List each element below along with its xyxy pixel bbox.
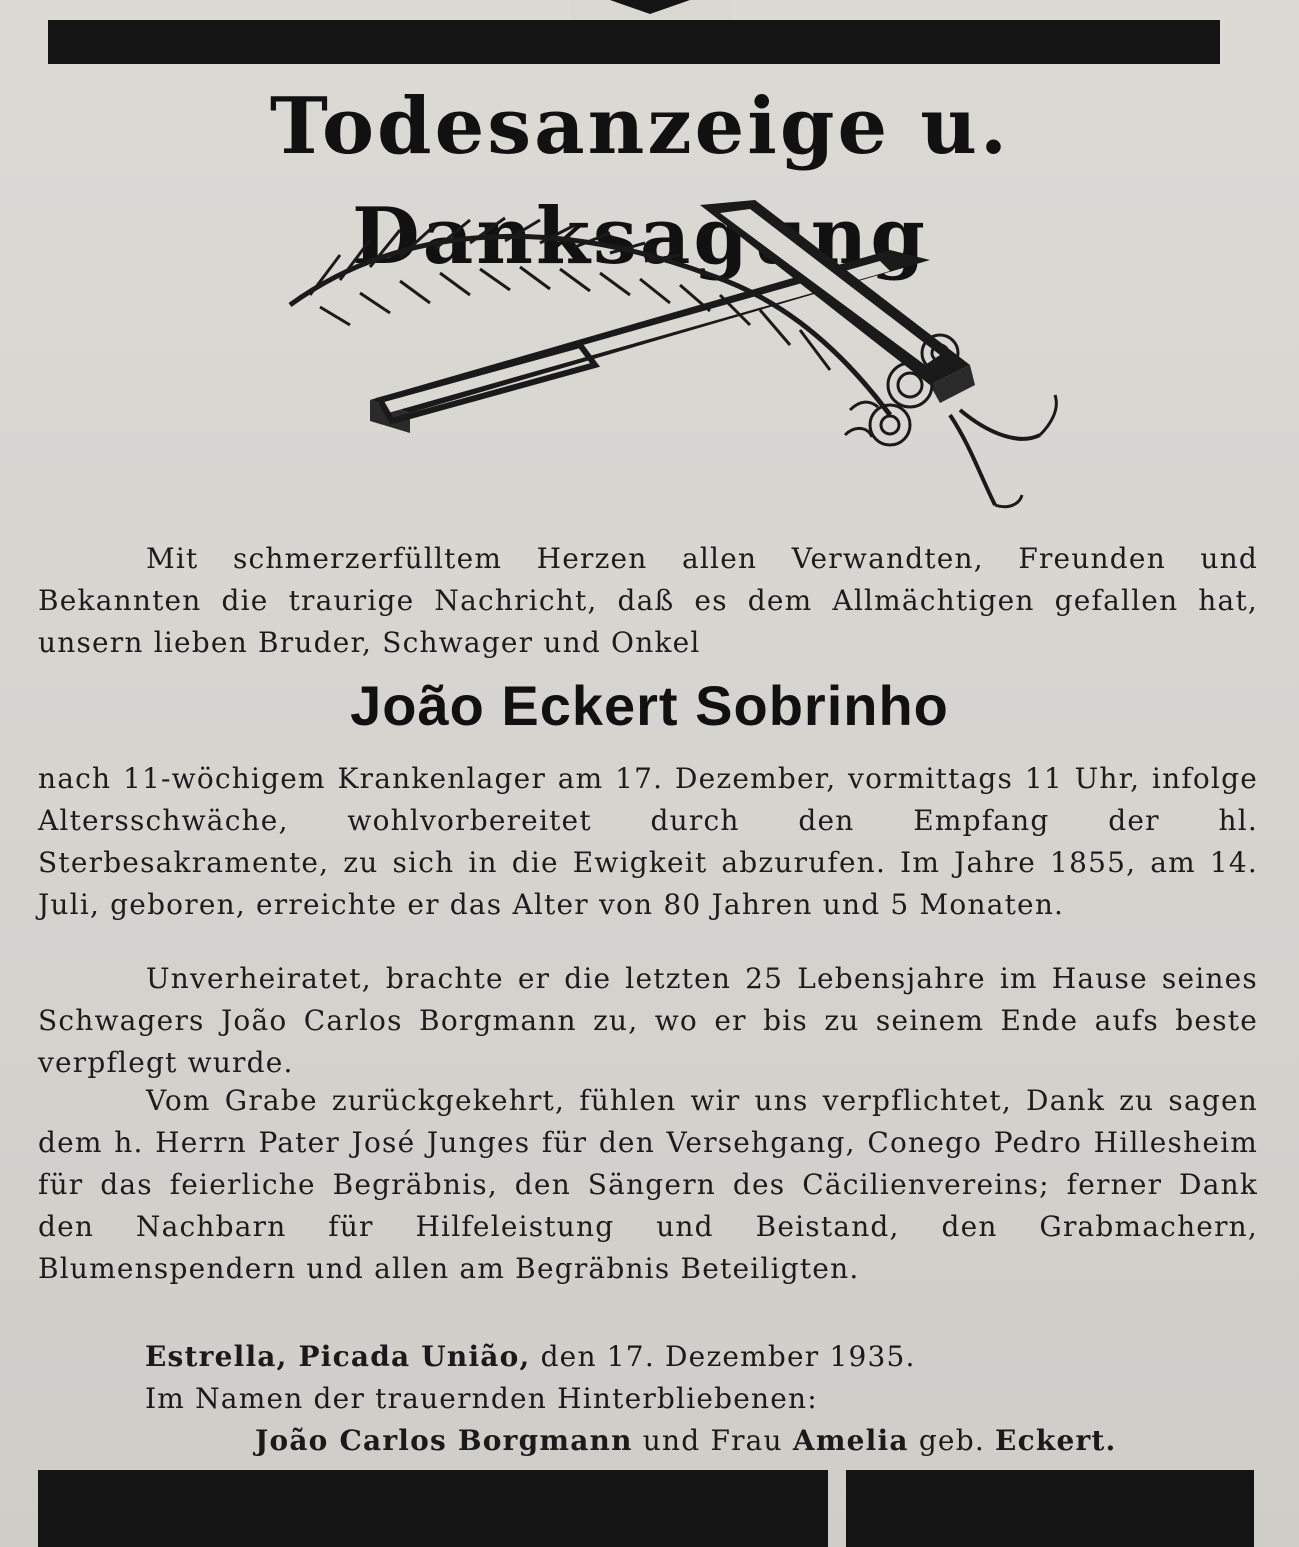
top-black-rule (48, 20, 1220, 64)
signature-name1: João Carlos Borgmann (255, 1424, 633, 1457)
main-paragraph: nach 11-wöchigem Krankenlager am 17. Dezember, vormittags 11 Uhr, infolge Altersschwäche, wohlvorbereitet durch den Empfang der hl. Sterbesakramente, zu sich in die Ewigkeit abzurufen. Im Jahre 1855, am 14. Juli, geboren, erreichte er das Alter von 80 Jahren und 5 Monaten. (38, 762, 1258, 921)
bottom-black-rule-left (38, 1470, 828, 1547)
cross-and-palm-icon (250, 185, 1070, 525)
intro-paragraph: Mit schmerzerfülltem Herzen allen Verwandten, Freunden und Bekannten die traurige Nachricht, daß es dem Allmächtigen gefallen hat, unsern lieben Bruder, Schwager und Onkel (38, 542, 1258, 659)
on-behalf-line: Im Namen der trauernden Hinterbliebenen: (145, 1382, 818, 1415)
signature-geb: geb. (918, 1424, 985, 1457)
thanks-paragraph: Vom Grabe zurückgekehrt, fühlen wir uns verpflichtet, Dank zu sagen dem h. Herrn Pater José Junges für den Versehgang, Conego Pedro Hillesheim für das feierliche Begräbnis, den Sängern des Cäcilienvereins; ferner Dank den Nachbarn für Hilfeleistung und Beistand, den Grabmachern, Blumenspendern und allen am Begräbnis Beteiligten. (38, 1084, 1258, 1285)
deceased-name: João Eckert Sobrinho (350, 674, 949, 737)
date: den 17. Dezember 1935. (540, 1340, 916, 1373)
signature-maiden: Eckert. (995, 1424, 1117, 1457)
place-date-line (145, 1336, 916, 1378)
cross-icon (370, 200, 975, 433)
signature-name2: Amelia (792, 1424, 909, 1457)
bottom-black-rule-right (846, 1470, 1254, 1547)
signature-und: und Frau (642, 1424, 783, 1457)
notice-title: Todesanzeige u. Danksagung (269, 81, 1011, 282)
signature-line (255, 1420, 1117, 1462)
unverheiratet-paragraph: Unverheiratet, brachte er die letzten 25 Lebensjahre im Hause seines Schwagers João Carlos Borgmann zu, wo er bis zu seinem Ende aufs beste verpflegt wurde. (38, 962, 1258, 1079)
top-rule-ornament (570, 0, 730, 20)
place: Estrella, Picada União, (145, 1340, 531, 1373)
